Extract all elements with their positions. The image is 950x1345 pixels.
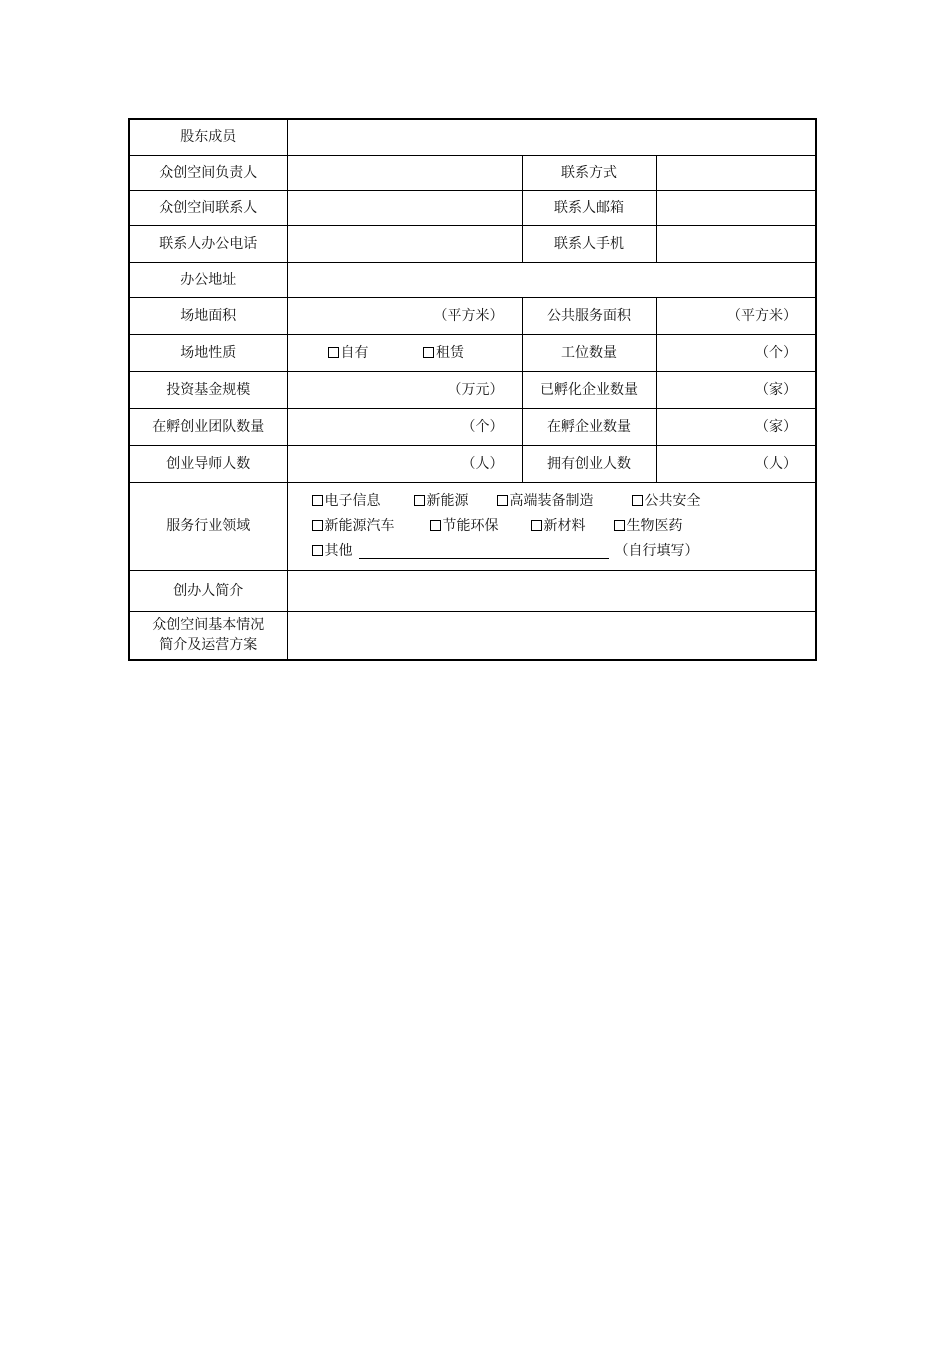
- mentors-label: 创业导师人数: [129, 445, 287, 482]
- row-mentors: [129, 445, 816, 482]
- row-manager: [129, 155, 816, 190]
- incubated-label: 已孵化企业数量: [522, 371, 656, 408]
- contact-person-label: 众创空间联系人: [129, 190, 287, 225]
- fund-field[interactable]: [287, 371, 522, 408]
- teams-unit: （个）: [461, 418, 504, 435]
- high-end-checkbox[interactable]: [497, 489, 594, 514]
- checkbox-icon: [312, 545, 323, 556]
- eco-label: 节能环保: [442, 517, 499, 534]
- shareholders-label: 股东成员: [129, 119, 287, 155]
- site-area-unit: （平方米）: [433, 307, 504, 324]
- workstations-unit: （个）: [755, 344, 797, 361]
- materials-checkbox[interactable]: [531, 514, 586, 539]
- contact-email-label: 联系人邮箱: [522, 190, 656, 225]
- in-incubation-field[interactable]: [656, 408, 816, 445]
- lease-label: 租赁: [435, 344, 464, 361]
- row-teams: [129, 408, 816, 445]
- contact-email-field[interactable]: [656, 190, 816, 225]
- other-fill-line[interactable]: [359, 541, 609, 559]
- eco-checkbox[interactable]: [430, 514, 499, 539]
- materials-label: 新材料: [543, 517, 586, 534]
- site-area-field[interactable]: [287, 297, 522, 334]
- site-nature-options: [287, 334, 522, 371]
- basic-label-line1: 众创空间基本情况: [152, 617, 265, 634]
- basic-label-line2: 简介及运营方案: [159, 637, 258, 654]
- row-site-nature: [129, 334, 816, 371]
- contact-method-label: 联系方式: [522, 155, 656, 190]
- new-energy-label: 新能源: [426, 492, 469, 509]
- contact-method-field[interactable]: [656, 155, 816, 190]
- electronics-checkbox[interactable]: [312, 489, 381, 514]
- electronics-label: 电子信息: [324, 492, 381, 509]
- industry-line-2: [312, 514, 810, 539]
- public-area-field[interactable]: [656, 297, 816, 334]
- basic-info-field[interactable]: [287, 611, 816, 660]
- site-area-label: 场地面积: [129, 297, 287, 334]
- checkbox-icon: [430, 520, 441, 531]
- checkbox-icon: [312, 520, 323, 531]
- contact-person-field[interactable]: [287, 190, 522, 225]
- mobile-field[interactable]: [656, 225, 816, 262]
- incubated-field[interactable]: [656, 371, 816, 408]
- application-form-table: [128, 118, 817, 661]
- checkbox-icon: [632, 495, 643, 506]
- address-label: 办公地址: [129, 262, 287, 297]
- in-incubation-unit: （家）: [755, 418, 797, 435]
- public-area-unit: （平方米）: [727, 307, 797, 324]
- biomed-checkbox[interactable]: [614, 514, 683, 539]
- nev-checkbox[interactable]: [312, 514, 395, 539]
- mentors-field[interactable]: [287, 445, 522, 482]
- row-address: [129, 262, 816, 297]
- industry-options: [287, 482, 816, 570]
- self-fill-note: （自行填写）: [614, 542, 699, 559]
- entrepreneurs-field[interactable]: [656, 445, 816, 482]
- checkbox-icon: [614, 520, 625, 531]
- industry-line-3: [312, 539, 810, 564]
- industry-label: 服务行业领域: [129, 482, 287, 570]
- public-area-label: 公共服务面积: [522, 297, 656, 334]
- other-checkbox[interactable]: [312, 539, 699, 564]
- high-end-label: 高端装备制造: [509, 492, 594, 509]
- checkbox-icon: [312, 495, 323, 506]
- row-area: [129, 297, 816, 334]
- manager-field[interactable]: [287, 155, 522, 190]
- teams-label: 在孵创业团队数量: [129, 408, 287, 445]
- checkbox-icon: [423, 347, 434, 358]
- other-label: 其他: [324, 542, 353, 559]
- biomed-label: 生物医药: [626, 517, 683, 534]
- row-contact-person: [129, 190, 816, 225]
- row-shareholders: [129, 119, 816, 155]
- own-checkbox[interactable]: [328, 343, 369, 363]
- office-phone-field[interactable]: [287, 225, 522, 262]
- checkbox-icon: [497, 495, 508, 506]
- teams-field[interactable]: [287, 408, 522, 445]
- row-fund: [129, 371, 816, 408]
- fund-label: 投资基金规模: [129, 371, 287, 408]
- mobile-label: 联系人手机: [522, 225, 656, 262]
- workstations-field[interactable]: [656, 334, 816, 371]
- checkbox-icon: [414, 495, 425, 506]
- checkbox-icon: [328, 347, 339, 358]
- entrepreneurs-unit: （人）: [755, 455, 797, 472]
- own-label: 自有: [340, 344, 369, 361]
- fund-unit: （万元）: [447, 381, 504, 398]
- industry-line-1: [312, 489, 810, 514]
- mentors-unit: （人）: [461, 455, 504, 472]
- entrepreneurs-label: 拥有创业人数: [522, 445, 656, 482]
- row-founder: [129, 570, 816, 611]
- workstations-label: 工位数量: [522, 334, 656, 371]
- office-phone-label: 联系人办公电话: [129, 225, 287, 262]
- row-phone: [129, 225, 816, 262]
- site-nature-label: 场地性质: [129, 334, 287, 371]
- row-basic-info: [129, 611, 816, 660]
- address-field[interactable]: [287, 262, 816, 297]
- lease-checkbox[interactable]: [423, 343, 464, 363]
- row-industry: [129, 482, 816, 570]
- public-safety-label: 公共安全: [644, 492, 701, 509]
- founder-field[interactable]: [287, 570, 816, 611]
- basic-info-label: [129, 611, 287, 660]
- nev-label: 新能源汽车: [324, 517, 395, 534]
- public-safety-checkbox[interactable]: [632, 489, 701, 514]
- incubated-unit: （家）: [755, 381, 797, 398]
- shareholders-field[interactable]: [287, 119, 816, 155]
- manager-label: 众创空间负责人: [129, 155, 287, 190]
- new-energy-checkbox[interactable]: [414, 489, 469, 514]
- founder-label: 创办人简介: [129, 570, 287, 611]
- checkbox-icon: [531, 520, 542, 531]
- in-incubation-label: 在孵企业数量: [522, 408, 656, 445]
